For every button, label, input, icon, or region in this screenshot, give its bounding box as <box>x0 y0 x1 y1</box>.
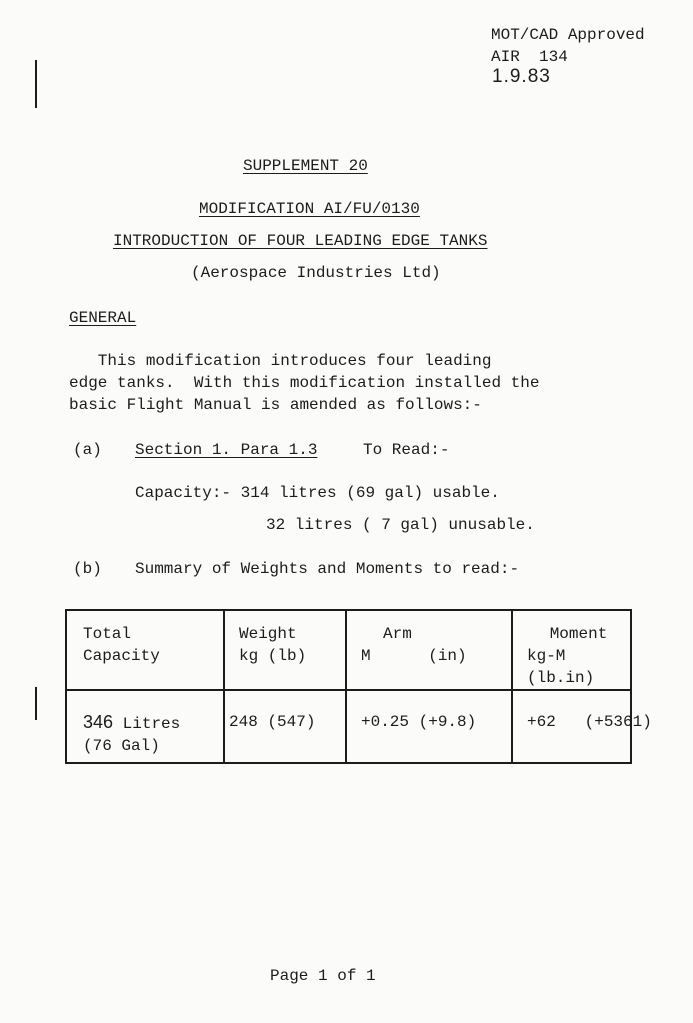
header-weight-line2: kg (lb) <box>239 647 307 665</box>
weights-moments-table <box>65 609 652 764</box>
cell-total-capacity <box>66 690 224 763</box>
header-weight-line1: Weight <box>239 625 297 643</box>
item-a-instruction: To Read:- <box>363 441 450 459</box>
page-number: Page 1 of 1 <box>270 967 376 985</box>
capacity-unit: Litres <box>113 715 181 733</box>
capacity-value: 346 <box>83 712 114 732</box>
item-b-marker: (b) <box>73 560 102 578</box>
header-arm-line1: Arm <box>383 625 412 643</box>
approval-date: 1.9.83 <box>492 66 551 87</box>
approval-line-1: MOT/CAD Approved <box>491 26 645 44</box>
table-header-row <box>66 610 631 690</box>
change-bar-table <box>35 687 37 720</box>
supplement-heading: SUPPLEMENT 20 <box>243 157 368 175</box>
table-row <box>66 690 631 763</box>
cell-moment <box>512 690 652 763</box>
header-moment-line2: kg-M (lb.in) <box>527 647 595 687</box>
general-line-2: edge tanks. With this modification installed the <box>69 374 540 392</box>
change-bar-top <box>35 60 37 108</box>
cell-weight <box>224 690 346 763</box>
capacity-usable: Capacity:- 314 litres (69 gal) usable. <box>135 484 500 502</box>
item-a-reference: Section 1. Para 1.3 <box>135 441 318 459</box>
approval-line-2: AIR 134 <box>491 48 568 66</box>
cell-weight-value: 248 (547) <box>229 713 316 731</box>
item-b-text: Summary of Weights and Moments to read:- <box>135 560 520 578</box>
header-arm <box>346 610 512 690</box>
header-total-capacity <box>66 610 224 690</box>
header-arm-line2: M (in) <box>361 647 467 665</box>
header-total-capacity-line1: Total <box>83 625 132 643</box>
cell-capacity-gal: (76 Gal) <box>83 737 160 755</box>
header-moment-line1: Moment <box>549 625 608 643</box>
general-line-1: This modification introduces four leading <box>69 352 492 370</box>
capacity-unusable: 32 litres ( 7 gal) unusable. <box>266 516 535 534</box>
cell-arm <box>346 690 512 763</box>
cell-moment-value: +62 (+5361) <box>527 713 652 731</box>
header-total-capacity-line2: Capacity <box>83 647 160 665</box>
header-weight <box>224 610 346 690</box>
modification-heading: MODIFICATION AI/FU/0130 <box>199 200 420 218</box>
header-moment <box>512 610 631 690</box>
company-name: (Aerospace Industries Ltd) <box>191 264 441 282</box>
cell-capacity-litres <box>83 711 223 735</box>
general-line-3: basic Flight Manual is amended as follows:- <box>69 396 482 414</box>
cell-arm-value: +0.25 (+9.8) <box>361 713 477 731</box>
general-heading: GENERAL <box>69 309 137 327</box>
document-title: INTRODUCTION OF FOUR LEADING EDGE TANKS <box>113 232 488 250</box>
item-a-marker: (a) <box>73 441 102 459</box>
